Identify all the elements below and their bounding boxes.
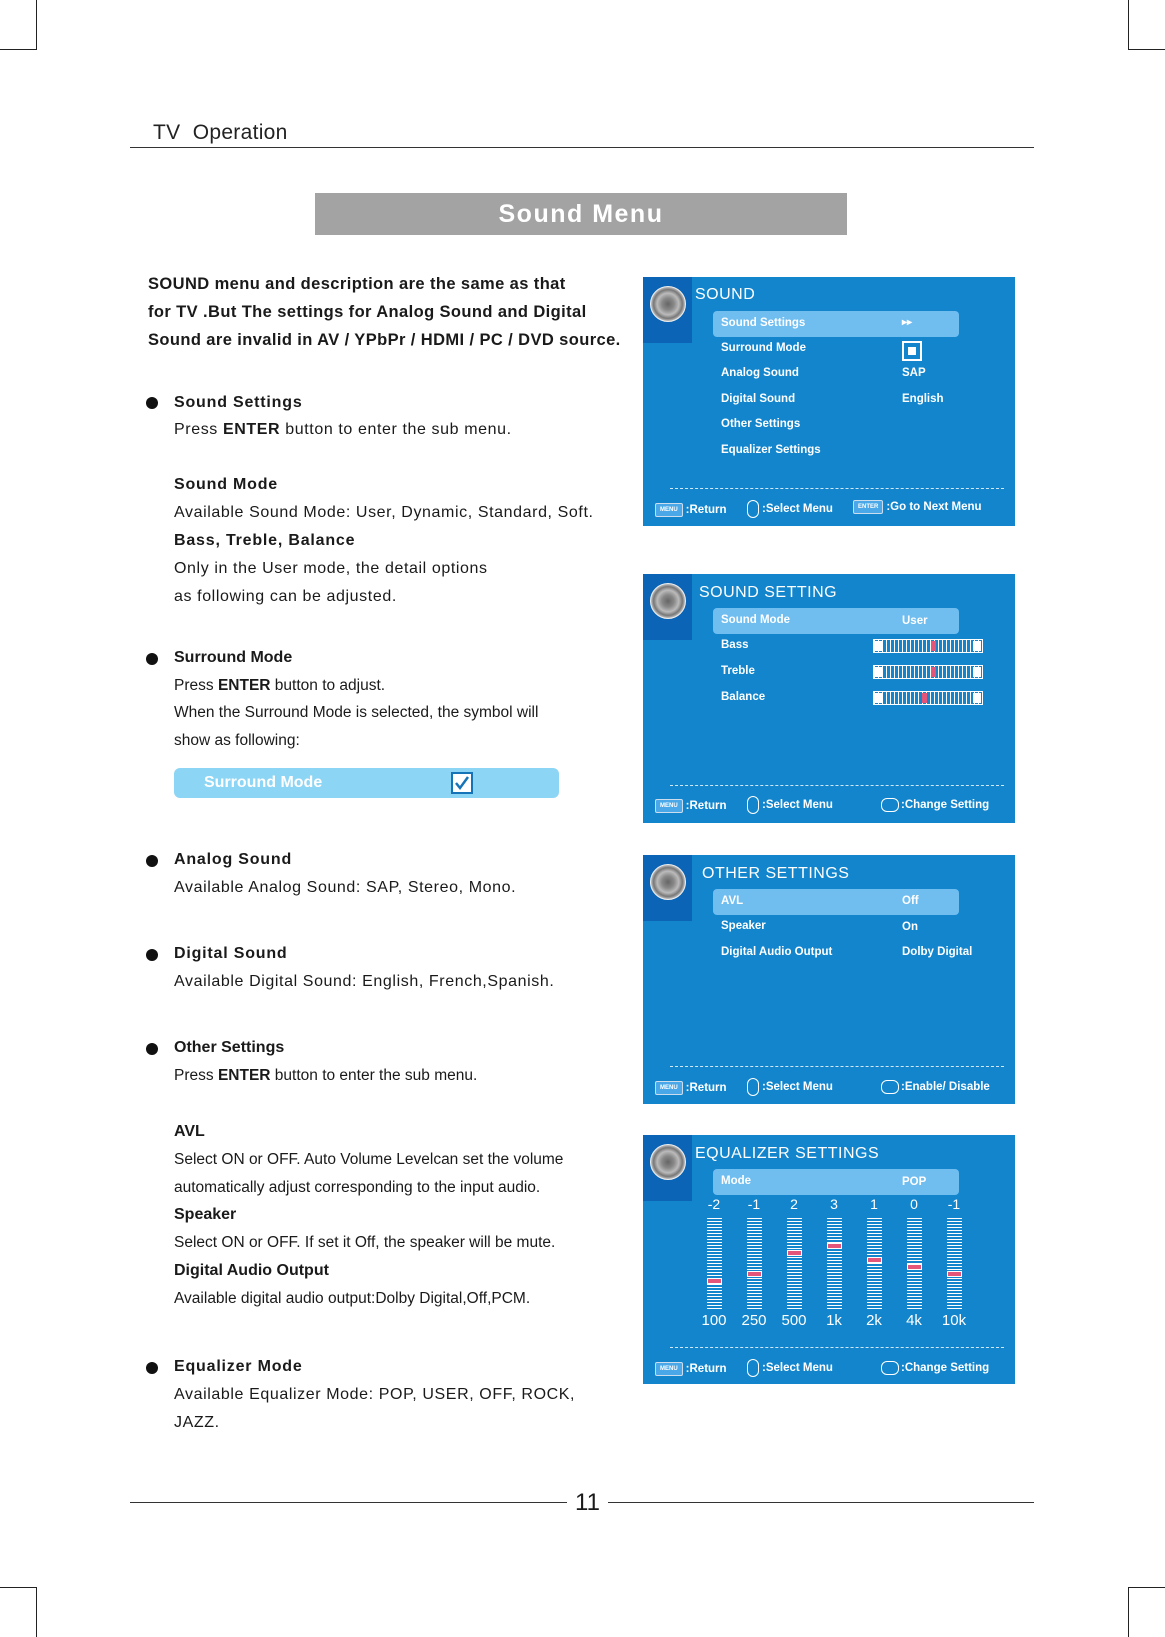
crop-mark-tr (1128, 0, 1165, 50)
left-arrow-icon (875, 693, 883, 703)
footer-change (881, 1361, 989, 1375)
footer-text: :Change Setting (901, 799, 990, 812)
sound-setting-panel (643, 574, 1015, 823)
left-right-icon (881, 798, 899, 812)
footer-text: :Select Menu (762, 799, 833, 812)
slider-marker (922, 693, 927, 703)
menu-key-icon: MENU (655, 1081, 683, 1095)
footer-text: :Enable/ Disable (901, 1081, 990, 1094)
enter-key-text: ENTER (222, 421, 281, 438)
menu-item-balance[interactable]: Balance (721, 691, 766, 703)
intro-line: Sound are invalid in AV / YPbPr / HDMI / PC / DVD source. (148, 331, 621, 349)
intro-line: SOUND menu and description are the same as that (148, 275, 566, 293)
text: Press (174, 421, 223, 438)
analog-sound-value: SAP (902, 367, 926, 379)
panel-tab (643, 277, 692, 343)
eq-band-slider[interactable] (907, 1218, 922, 1310)
footer-text: :Return (685, 1363, 727, 1376)
para-surround-3: show as following: (174, 732, 300, 749)
text: button to adjust. (270, 677, 386, 694)
crop-mark-tl (0, 0, 37, 50)
slider-marker (931, 641, 936, 651)
checkbox-checked-icon (451, 772, 473, 794)
text: Press (174, 1067, 218, 1084)
heading-digital: Digital Sound (174, 945, 288, 962)
slider-marker (931, 667, 936, 677)
menu-item-surround-mode[interactable]: Surround Mode (721, 342, 806, 354)
up-down-icon (747, 796, 759, 814)
menu-highlight (713, 889, 959, 915)
sound-menu-panel (643, 277, 1015, 526)
left-arrow-icon (875, 641, 883, 651)
para-sound-settings (174, 421, 512, 439)
up-down-icon (747, 1359, 759, 1377)
eq-band-frequency: 100 (701, 1312, 727, 1329)
eq-band-marker (787, 1250, 802, 1256)
text: button to enter the sub menu. (280, 421, 512, 438)
eq-band-slider[interactable] (947, 1218, 962, 1310)
bullet-icon (146, 949, 158, 961)
bullet-icon (146, 653, 158, 665)
panel-tab (643, 855, 692, 921)
bass-slider[interactable] (873, 639, 983, 653)
bullet-icon (146, 1043, 158, 1055)
eq-band-slider[interactable] (867, 1218, 882, 1310)
menu-item-treble[interactable]: Treble (721, 665, 755, 677)
eq-band-value: 0 (910, 1196, 918, 1212)
digital-sound-value: English (902, 393, 944, 405)
para-digital: Available Digital Sound: English, French,Spanish. (174, 973, 555, 990)
eq-band-value: 2 (790, 1196, 798, 1212)
footer-text: :Select Menu (762, 503, 833, 516)
para-eq-2: JAZZ. (174, 1414, 220, 1431)
menu-item-analog-sound[interactable]: Analog Sound (721, 367, 799, 379)
heading-dao: Digital Audio Output (174, 1262, 329, 1279)
menu-item-bass[interactable]: Bass (721, 639, 749, 651)
menu-key-icon: MENU (655, 1362, 683, 1376)
footer-change (881, 798, 989, 812)
menu-item-mode[interactable]: Mode (721, 1175, 752, 1187)
header-rule (130, 147, 1034, 148)
speaker-icon (650, 583, 686, 619)
bullet-icon (146, 855, 158, 867)
intro-line: for TV .But The settings for Analog Sound and Digital (148, 303, 587, 321)
para-surround-2: When the Surround Mode is selected, the symbol will (174, 704, 539, 721)
eq-band-slider[interactable] (747, 1218, 762, 1310)
para-btb-1: Only in the User mode, the detail options (174, 560, 488, 577)
other-settings-panel (643, 855, 1015, 1104)
left-right-icon (881, 1080, 899, 1094)
footer-text: :Return (685, 504, 727, 517)
eq-band-frequency: 10k (941, 1312, 967, 1329)
eq-band-value: 1 (870, 1196, 878, 1212)
footer-next (853, 500, 982, 514)
eq-band-slider[interactable] (707, 1218, 722, 1310)
footer-text: :Return (685, 1082, 727, 1095)
section-title: TV Operation (153, 121, 288, 144)
right-arrow-icon (973, 693, 981, 703)
heading-sound-settings: Sound Settings (174, 394, 303, 411)
menu-item-sound-mode[interactable]: Sound Mode (721, 614, 790, 626)
footer-text: :Select Menu (762, 1081, 833, 1094)
eq-band-frequency: 1k (826, 1312, 842, 1329)
eq-band-value: -1 (947, 1196, 961, 1212)
heading-eq: Equalizer Mode (174, 1358, 303, 1375)
divider (670, 1066, 1004, 1067)
heading-sound-mode: Sound Mode (174, 476, 278, 493)
up-down-icon (747, 1078, 759, 1096)
sound-mode-value: User (902, 615, 928, 627)
footer-return (655, 503, 727, 517)
page-number: 11 (567, 1489, 608, 1517)
left-right-icon (881, 1361, 899, 1375)
enter-key-text: ENTER (217, 677, 271, 694)
menu-item-digital-sound[interactable]: Digital Sound (721, 393, 796, 405)
up-down-icon (747, 500, 759, 518)
eq-band-slider[interactable] (787, 1218, 802, 1310)
footer-text: :Go to Next Menu (886, 501, 982, 514)
bullet-icon (146, 397, 158, 409)
heading-analog: Analog Sound (174, 851, 293, 868)
panel-title: SOUND (695, 286, 756, 303)
divider (670, 785, 1004, 786)
footer-text: :Return (685, 800, 727, 813)
text: button to enter the sub menu. (270, 1067, 478, 1084)
menu-item-speaker[interactable]: Speaker (721, 920, 766, 932)
para-analog: Available Analog Sound: SAP, Stereo, Mono. (174, 879, 517, 896)
surround-mode-example (174, 768, 559, 798)
right-arrow-icon (973, 641, 981, 651)
right-arrow-icon (973, 667, 981, 677)
footer-select (747, 796, 833, 814)
footer-return (655, 1362, 727, 1376)
crop-mark-bl (0, 1587, 37, 1637)
menu-item-sound-settings[interactable]: Sound Settings (721, 317, 806, 329)
left-arrow-icon (875, 667, 883, 677)
menu-item-other-settings[interactable]: Other Settings (721, 418, 801, 430)
footer-return (655, 1081, 727, 1095)
eq-band-marker (867, 1257, 882, 1263)
footer-enable (881, 1080, 990, 1094)
avl-value: Off (902, 895, 919, 907)
enter-key-icon: ENTER (853, 500, 883, 514)
panel-tab (643, 574, 692, 640)
checkbox-icon (902, 341, 922, 361)
heading-avl: AVL (174, 1123, 205, 1140)
para-other (174, 1067, 477, 1085)
eq-band-marker (707, 1278, 722, 1284)
para-btb-2: as following can be adjusted. (174, 588, 397, 605)
eq-mode-value: POP (902, 1176, 927, 1188)
footer-select (747, 1359, 833, 1377)
intro-text (148, 270, 638, 354)
speaker-icon (650, 1144, 686, 1180)
para-eq-1: Available Equalizer Mode: POP, USER, OFF, ROCK, (174, 1386, 576, 1403)
bullet-icon (146, 1362, 158, 1374)
menu-item-digital-audio-output[interactable]: Digital Audio Output (721, 946, 833, 958)
heading-surround: Surround Mode (174, 649, 293, 666)
eq-band-slider[interactable] (827, 1218, 842, 1310)
eq-band-frequency: 250 (741, 1312, 767, 1329)
menu-item-avl[interactable]: AVL (721, 895, 744, 907)
heading-other: Other Settings (174, 1039, 285, 1056)
digital-audio-output-value: Dolby Digital (902, 946, 973, 958)
footer-text: :Select Menu (762, 1362, 833, 1375)
para-speaker: Select ON or OFF. If set it Off, the speaker will be mute. (174, 1234, 556, 1251)
balance-slider[interactable] (873, 691, 983, 705)
panel-title: SOUND SETTING (699, 584, 838, 601)
heading-speaker: Speaker (174, 1206, 237, 1223)
speaker-icon (650, 864, 686, 900)
footer-select (747, 500, 833, 518)
text: Press (174, 677, 218, 694)
panel-title: EQUALIZER SETTINGS (695, 1145, 880, 1162)
footer-select (747, 1078, 833, 1096)
para-avl-1: Select ON or OFF. Auto Volume Levelcan set the volume (174, 1151, 564, 1168)
para-surround-1 (174, 677, 385, 695)
panel-title: OTHER SETTINGS (702, 865, 850, 882)
eq-band-value: 3 (830, 1196, 838, 1212)
heading-btb: Bass, Treble, Balance (174, 532, 356, 549)
speaker-value: On (902, 921, 918, 933)
para-sound-mode: Available Sound Mode: User, Dynamic, Standard, Soft. (174, 504, 594, 521)
eq-band-marker (827, 1243, 842, 1249)
eq-band-frequency: 4k (906, 1312, 922, 1329)
submenu-arrow-icon: ▸▸ (902, 317, 913, 328)
treble-slider[interactable] (873, 665, 983, 679)
enter-key-text: ENTER (217, 1067, 271, 1084)
eq-band-marker (747, 1271, 762, 1277)
eq-band-frequency: 2k (866, 1312, 882, 1329)
footer-text: :Change Setting (901, 1362, 990, 1375)
menu-item-equalizer-settings[interactable]: Equalizer Settings (721, 444, 821, 456)
crop-mark-br (1128, 1587, 1165, 1637)
eq-band-marker (947, 1271, 962, 1277)
menu-key-icon: MENU (655, 503, 683, 517)
divider (670, 488, 1004, 489)
para-avl-2: automatically adjust corresponding to the input audio. (174, 1179, 541, 1196)
surround-mode-label: Surround Mode (204, 774, 323, 791)
eq-band-marker (907, 1264, 922, 1270)
eq-band-value: -1 (747, 1196, 761, 1212)
speaker-icon (650, 286, 686, 322)
eq-band-value: -2 (707, 1196, 721, 1212)
divider (670, 1347, 1004, 1348)
panel-tab (643, 1135, 692, 1201)
para-dao: Available digital audio output:Dolby Digital,Off,PCM. (174, 1290, 531, 1307)
footer-return (655, 799, 727, 813)
page-banner: Sound Menu (315, 193, 847, 235)
menu-key-icon: MENU (655, 799, 683, 813)
eq-band-frequency: 500 (781, 1312, 807, 1329)
